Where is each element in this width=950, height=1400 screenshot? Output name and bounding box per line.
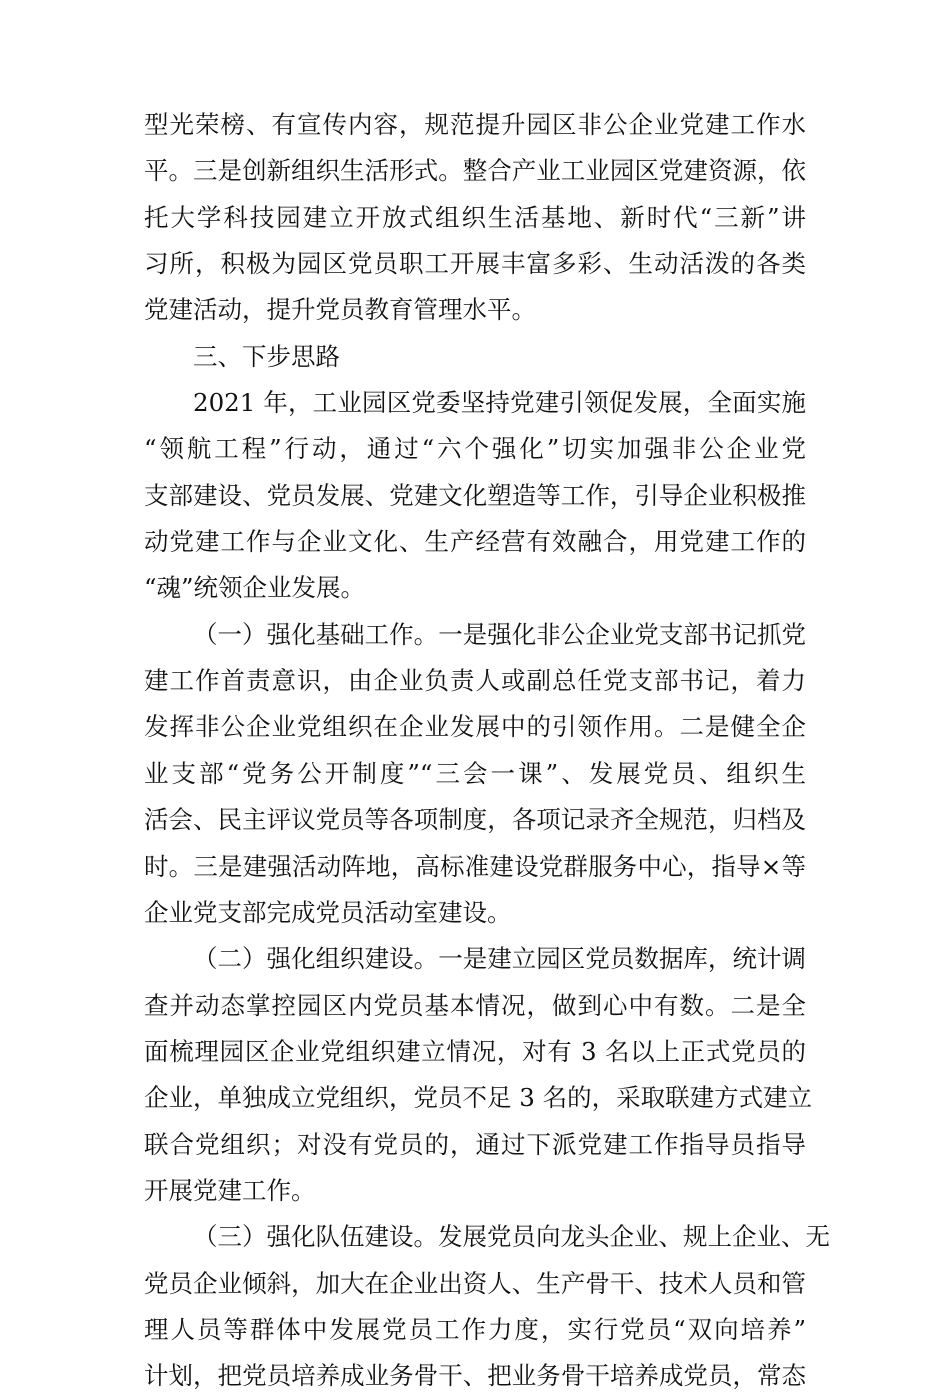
text-line: 党员企业倾斜，加大在企业出资人、生产骨干、技术人员和管 — [144, 1268, 806, 1298]
text-line: （二）强化组织建设。一是建立园区党员数据库，统计调 — [193, 944, 806, 974]
text-line: 业支部“党务公开制度”“三会一课”、发展党员、组织生 — [144, 758, 806, 788]
text-line: “领航工程”行动，通过“六个强化”切实加强非公企业党 — [144, 434, 806, 464]
text-line: 党建活动，提升党员教育管理水平。 — [144, 295, 536, 325]
text-line: 型光荣榜、有宣传内容，规范提升园区非公企业党建工作水 — [144, 110, 806, 139]
text-line: 企业，单独成立党组织，党员不足 3 名的，采取联建方式建立 — [144, 1083, 813, 1113]
text-line: 建工作首责意识，由企业负责人或副总任党支部书记，着力 — [144, 666, 806, 696]
text-line: 企业党支部完成党员活动室建设。 — [144, 897, 512, 927]
text-line: 发挥非公企业党组织在企业发展中的引领作用。二是健全企 — [144, 712, 806, 742]
text-line: 查并动态掌控园区内党员基本情况，做到心中有数。二是全 — [144, 990, 806, 1020]
text-line: 托大学科技园建立开放式组织生活基地、新时代“三新”讲 — [144, 202, 806, 232]
text-line: 时。三是建强活动阵地，高标准建设党群服务中心，指导×等 — [144, 851, 806, 881]
text-line: （三）强化队伍建设。发展党员向龙头企业、规上企业、无 — [193, 1222, 830, 1252]
text-line: 动党建工作与企业文化、生产经营有效融合，用党建工作的 — [144, 527, 806, 557]
text-line: 习所，积极为园区党员职工开展丰富多彩、生动活泼的各类 — [144, 249, 806, 279]
text-line: 2021 年，工业园区党委坚持党建引领促发展，全面实施 — [193, 388, 806, 418]
text-line: （一）强化基础工作。一是强化非公企业党支部书记抓党 — [193, 619, 806, 649]
text-line: “魂”统领企业发展。 — [144, 573, 366, 603]
text-line: 理人员等群体中发展党员工作力度，实行党员“双向培养” — [144, 1314, 806, 1344]
text-line: 开展党建工作。 — [144, 1175, 316, 1205]
body-text — [144, 102, 830, 1400]
text-line: 联合党组织；对没有党员的，通过下派党建工作指导员指导 — [144, 1129, 806, 1159]
text-line: 面梳理园区企业党组织建立情况，对有 3 名以上正式党员的 — [144, 1036, 806, 1066]
text-line: 支部建设、党员发展、党建文化塑造等工作，引导企业积极推 — [144, 480, 806, 510]
text-line: 三、下步思路 — [193, 341, 340, 371]
text-line: 计划，把党员培养成业务骨干、把业务骨干培养成党员，常态 — [144, 1361, 806, 1391]
text-line: 活会、民主评议党员等各项制度，各项记录齐全规范，归档及 — [144, 805, 806, 835]
text-line: 平。三是创新组织生活形式。整合产业工业园区党建资源，依 — [144, 156, 806, 186]
